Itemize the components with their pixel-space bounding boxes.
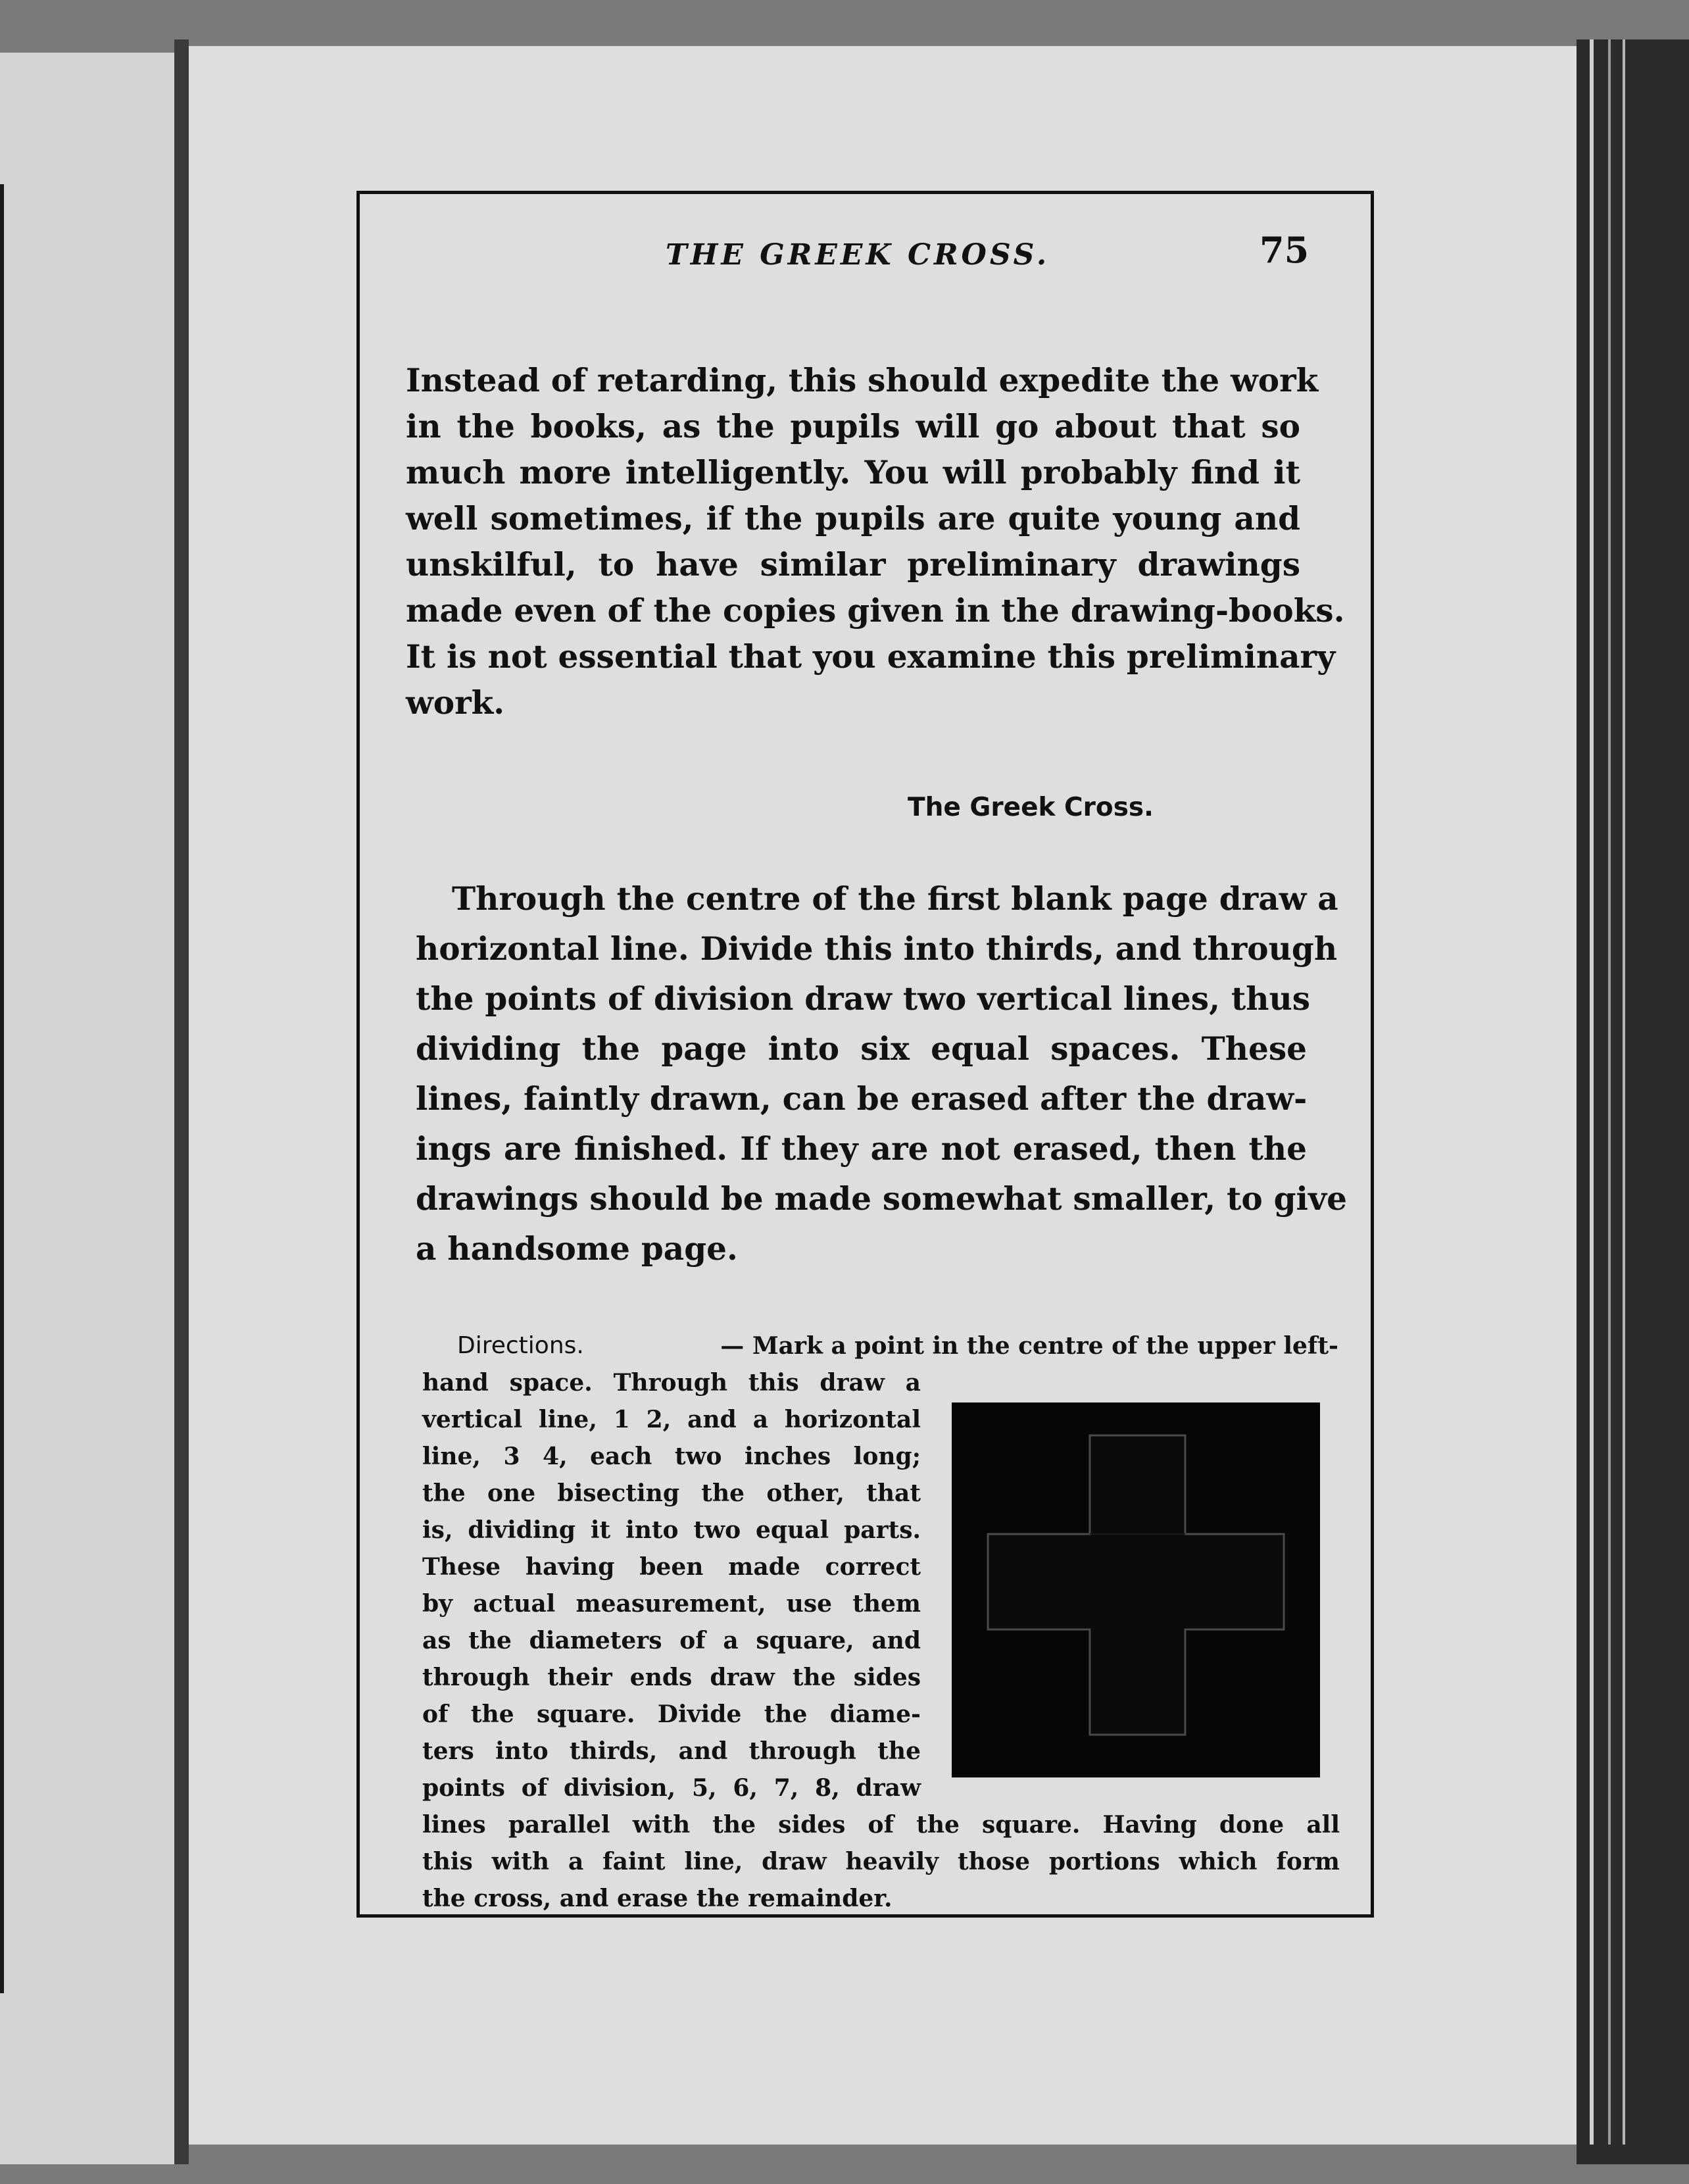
- directions-line: ters into thirds, and through the: [422, 1737, 921, 1765]
- paragraph-line: unskilful, to have similar preliminary drawings: [406, 546, 1300, 583]
- paragraph-line: Through the centre of the first blank page draw a: [452, 880, 1338, 918]
- paragraph-line: made even of the copies given in the drawing-books.: [406, 592, 1345, 630]
- paragraph-line: much more intelligently. You will probably find it: [406, 454, 1300, 491]
- directions-line: hand space. Through this draw a: [422, 1369, 921, 1397]
- paragraph-line: horizontal line. Divide this into thirds, and through: [416, 930, 1338, 968]
- paragraph-line: lines, faintly drawn, can be erased after the draw-: [416, 1080, 1308, 1118]
- page-leaf: [1590, 39, 1594, 2145]
- running-title: THE GREEK CROSS.: [666, 238, 1050, 272]
- directions-line: line, 3 4, each two inches long;: [422, 1443, 921, 1470]
- book-gutter: [174, 39, 189, 2164]
- paragraph-line: work.: [406, 684, 505, 722]
- paragraph-line: drawings should be made somewhat smaller, to give: [416, 1180, 1347, 1218]
- directions-line: as the diameters of a square, and: [422, 1627, 921, 1654]
- directions-line: points of division, 5, 6, 7, 8, draw: [422, 1774, 921, 1802]
- paragraph-line: ings are finished. If they are not erased, then the: [416, 1130, 1307, 1168]
- directions-line: through their ends draw the sides: [422, 1664, 921, 1691]
- previous-page-border: [0, 184, 4, 1993]
- page-stack-edge: [1577, 39, 1689, 2164]
- paragraph-line: in the books, as the pupils will go about that so: [406, 408, 1300, 445]
- greek-cross-figure: [952, 1402, 1320, 1777]
- paragraph-line: It is not essential that you examine this preliminary: [406, 638, 1336, 676]
- directions-line: of the square. Divide the diame-: [422, 1700, 921, 1728]
- directions-line: These having been made correct: [422, 1553, 921, 1581]
- page-number: 75: [1260, 229, 1310, 271]
- directions-line: is, dividing it into two equal parts.: [422, 1516, 921, 1544]
- page-leaf: [1608, 39, 1611, 2145]
- paragraph-line: Instead of retarding, this should expedite the work: [406, 362, 1319, 399]
- paragraph-line: dividing the page into six equal spaces. These: [416, 1030, 1307, 1068]
- directions-first-line: [457, 1328, 1338, 1364]
- directions-first-line-text: — Mark a point in the centre of the upper left-: [712, 1332, 1338, 1360]
- section-heading: The Greek Cross.: [908, 793, 1154, 822]
- directions-line: this with a faint line, draw heavily those portions which form: [422, 1848, 1340, 1875]
- directions-line: by actual measurement, use them: [422, 1590, 921, 1618]
- page: [189, 46, 1577, 2145]
- paragraph-line: a handsome page.: [416, 1230, 738, 1268]
- directions-line: lines parallel with the sides of the square. Having done all: [422, 1811, 1340, 1839]
- greek-cross-drawing: [952, 1402, 1320, 1777]
- directions-line: the cross, and erase the remainder.: [422, 1885, 893, 1912]
- paragraph-line: well sometimes, if the pupils are quite young and: [406, 500, 1300, 537]
- previous-page-edge: [0, 53, 174, 2164]
- paragraph-line: the points of division draw two vertical lines, thus: [416, 980, 1311, 1018]
- directions-line: vertical line, 1 2, and a horizontal: [422, 1406, 921, 1433]
- page-leaf: [1623, 39, 1625, 2145]
- directions-line: the one bisecting the other, that: [422, 1479, 921, 1507]
- directions-label: Directions.: [457, 1332, 584, 1359]
